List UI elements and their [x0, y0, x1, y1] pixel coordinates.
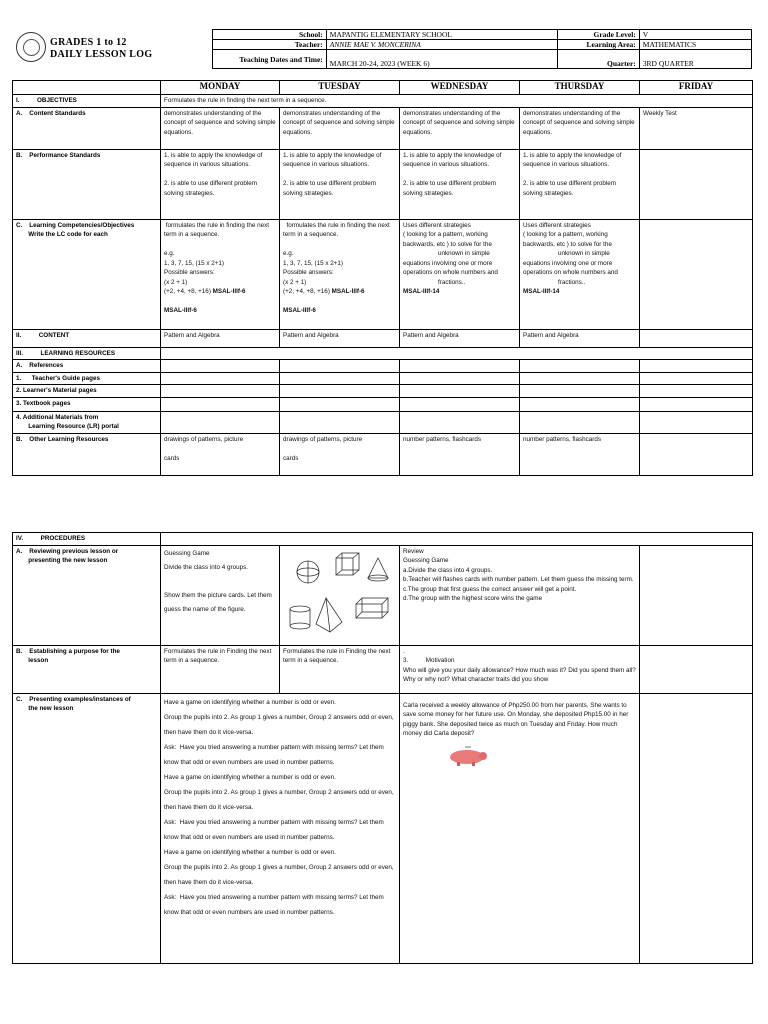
lc-code: MSAL-IIIf-6 MSAL-IIIf-6: [164, 288, 246, 314]
area-label: Learning Area:: [558, 40, 640, 50]
learners-material-row: 2. Learner's Material pages: [13, 385, 753, 398]
piggy-bank-icon: [443, 745, 493, 767]
lesson-table-part2: [12, 532, 753, 964]
friday-weekly-test: Weekly Test: [640, 107, 753, 149]
review-monday: Guessing Game Divide the class into 4 groups. Show them the picture cards. Let them guess the name of the figure.: [161, 545, 280, 645]
school-value: MAPANTIG ELEMENTARY SCHOOL: [326, 30, 557, 40]
references-row: A. References: [13, 360, 753, 373]
day-friday: FRIDAY: [640, 81, 753, 95]
additional-materials-row: 4. Additional Materials from Learning Resource (LR) portal: [13, 411, 753, 433]
textbook-row: 3. Textbook pages: [13, 397, 753, 411]
day-header-row: [13, 81, 753, 95]
lc-code: MSAL-IIIf-6 MSAL-IIIf-6: [283, 288, 365, 314]
quarter-label: Quarter:: [558, 50, 640, 69]
other-resources-row: B. Other Learning Resources drawings of patterns, picture cards drawings of patterns, picture cards number patterns, flashcards number patterns, flashcards: [13, 433, 753, 475]
objectives-text: Formulates the rule in finding the next term in a sequence.: [161, 95, 753, 108]
solid-figures-icon: [280, 546, 398, 638]
day-tuesday: TUESDAY: [280, 81, 400, 95]
teachers-guide-row: 1. Teacher's Guide pages: [13, 372, 753, 385]
deped-seal-icon: [16, 32, 46, 62]
dates-label: Teaching Dates and Time:: [213, 50, 327, 69]
competencies-row: C. Learning Competencies/Objectives Write the LC code for each formulates the rule in finding the next term in a sequence. e.g. 1, 3, 7, 15, (15 x 2+1) Possible answers: (x 2 + 1) (+2, +4, +8, +16) MSAL-IIIf-6 MSAL-IIIf-6 formulates the rule in finding the next term in a sequence. e.g. 1, 3, 7, 15, (15 x 2+1) Possible answers: (x 2 + 1) (+2, +4, +8, +16) MSAL-IIIf-6 MSAL-IIIf-6 Uses different strategies ( looking for a pattern, working backwards, etc ) to solve for the unknown in simple equations involving one or more operations on whole numbers and fractions.. MSAL-IIIf-14 Uses different strategies ( looking for a pattern, working backwards, etc ) to solve for the unknown in simple equations involving one or more operations on whole numbers and fractions.. MSAL-IIIf-14: [13, 219, 753, 329]
day-wednesday: WEDNESDAY: [400, 81, 520, 95]
purpose-tuesday: Formulates the rule in Finding the next term in a sequence.: [280, 645, 400, 693]
info-table: [212, 29, 752, 69]
learning-resources-row: III. LEARNING RESOURCES: [13, 347, 753, 360]
teacher-label: Teacher:: [213, 40, 327, 50]
day-thursday: THURSDAY: [520, 81, 640, 95]
lc-code: MSAL-IIIf-14: [403, 288, 440, 295]
teacher-value: ANNIE MAE V. MONCERINA: [326, 40, 557, 50]
performance-standards-row: B. Performance Standards 1. is able to apply the knowledge of sequence in various situations. 2. is able to use different problem solving strategies. 1. is able to apply the knowledge of sequence in various situations. 2. is able to use different problem solving strategies. 1. is able to apply the knowledge of sequence in various situations. 2. is able to use different problem solving strategies. 1. is able to apply the knowledge of sequence in various situations. 2. is able to use different problem solving strategies.: [13, 149, 753, 219]
examples-monday: Have a game on identifying whether a number is odd or even. Group the pupils into 2. As group 1 gives a number, Group 2 answers odd or even, then have them do it vice-versa. Ask: Have you tried answering a number pattern with missing terms? Let them know that odd or even numbers are used in number patterns. Have a game on identifying whether a number is odd or even. Group the pupils into 2. As group 1 gives a number, Group 2 answers odd or even, then have them do it vice-versa. Ask: Have you tried answering a number pattern with missing terms? Let them know that odd or even numbers are used in number patterns. Have a game on identifying whether a number is odd or even. Group the pupils into 2. As group 1 gives a number, Group 2 answers odd or even, then have them do it vice-versa. Ask: Have you tried answering a number pattern with missing terms? Let them know that odd or even numbers are used in number patterns.: [161, 693, 400, 963]
objectives-row: [13, 95, 753, 108]
purpose-monday: Formulates the rule in Finding the next term in a sequence.: [161, 645, 280, 693]
area-value: MATHEMATICS: [639, 40, 751, 50]
grade-label: Grade Level:: [558, 30, 640, 40]
grade-value: V: [639, 30, 751, 40]
lc-code: MSAL-IIIf-14: [523, 288, 560, 295]
solid-figures-picture: [280, 545, 400, 645]
header: [12, 28, 752, 74]
lesson-table-part1: [12, 80, 753, 476]
quarter-value: 3RD QUARTER: [639, 50, 751, 69]
content-row: II. CONTENT Pattern and Algebra Pattern and Algebra Pattern and Algebra Pattern and Algebra: [13, 329, 753, 347]
dates-value: MARCH 20-24, 2023 (WEEK 6): [326, 50, 557, 69]
procedures-row: IV. PROCEDURES: [13, 533, 753, 546]
school-label: School:: [213, 30, 327, 40]
review-wednesday: Review Guessing Game a.Divide the class into 4 groups. b.Teacher will flashes cards with number pattern. Let them guess the missing term. c.The group that first guess the correct answer will get a point. d.The group with the highest score wins the game: [400, 545, 640, 645]
review-row: A. Reviewing previous lesson or presenting the new lesson Guessing Game Divide the class into 4 groups. Show them the picture cards. Let them guess the name of the figure. Review Guessing Game a.Divide the class into 4 groups. b.Teacher will flashes cards with number pattern. Let them guess the missing term. c.The group that first guess the correct answer will get a point. d.The group with the highest score wins the game: [13, 545, 753, 645]
examples-row: C. Presenting examples/instances of the new lesson Have a game on identifying whether a number is odd or even. Group the pupils into 2. As group 1 gives a number, Group 2 answers odd or even, then have them do it vice-versa. Ask: Have you tried answering a number pattern with missing terms? Let them know that odd or even numbers are used in number patterns. Have a game on identifying whether a number is odd or even. Group the pupils into 2. As group 1 gives a number, Group 2 answers odd or even, then have them do it vice-versa. Ask: Have you tried answering a number pattern with missing terms? Let them know that odd or even numbers are used in number patterns. Have a game on identifying whether a number is odd or even. Group the pupils into 2. As group 1 gives a number, Group 2 answers odd or even, then have them do it vice-versa. Ask: Have you tried answering a number pattern with missing terms? Let them know that odd or even numbers are used in number patterns. Carla received a weekly allowance of Php250.00 from her parents. She wants to save some money for her future use. On Monday, she deposited Php15.00 in her piggy bank. She deposited twice as much on Tuesday and Friday. How much money did Carla deposit?: [13, 693, 753, 963]
log-title: GRADES 1 to 12 DAILY LESSON LOG: [50, 37, 153, 60]
content-standards-row: A. Content Standards demonstrates understanding of the concept of sequence and solving simple equations. demonstrates understanding of the concept of sequence and solving simple equations. demonstrates understanding of the concept of sequence and solving simple equations. demonstrates understanding of the concept of sequence and solving simple equations. Weekly Test: [13, 107, 753, 149]
examples-wednesday: Carla received a weekly allowance of Php250.00 from her parents. She wants to save some money for her future use. On Monday, she deposited Php15.00 in her piggy bank. She deposited twice as much on Tuesday and Friday. How much money did Carla deposit?: [403, 701, 631, 737]
purpose-row: B. Establishing a purpose for the lesson Formulates the rule in Finding the next term in a sequence. Formulates the rule in Finding the next term in a sequence. . 3. Motivation Who will give you your daily allowance? How much was it? Did you spend them all? Why or why not? What character traits did you show: [13, 645, 753, 693]
day-monday: MONDAY: [161, 81, 280, 95]
objectives-label: I. OBJECTIVES: [13, 95, 161, 108]
purpose-wednesday: . 3. Motivation Who will give you your daily allowance? How much was it? Did you spend them all? Why or why not? What character traits did you show: [400, 645, 640, 693]
